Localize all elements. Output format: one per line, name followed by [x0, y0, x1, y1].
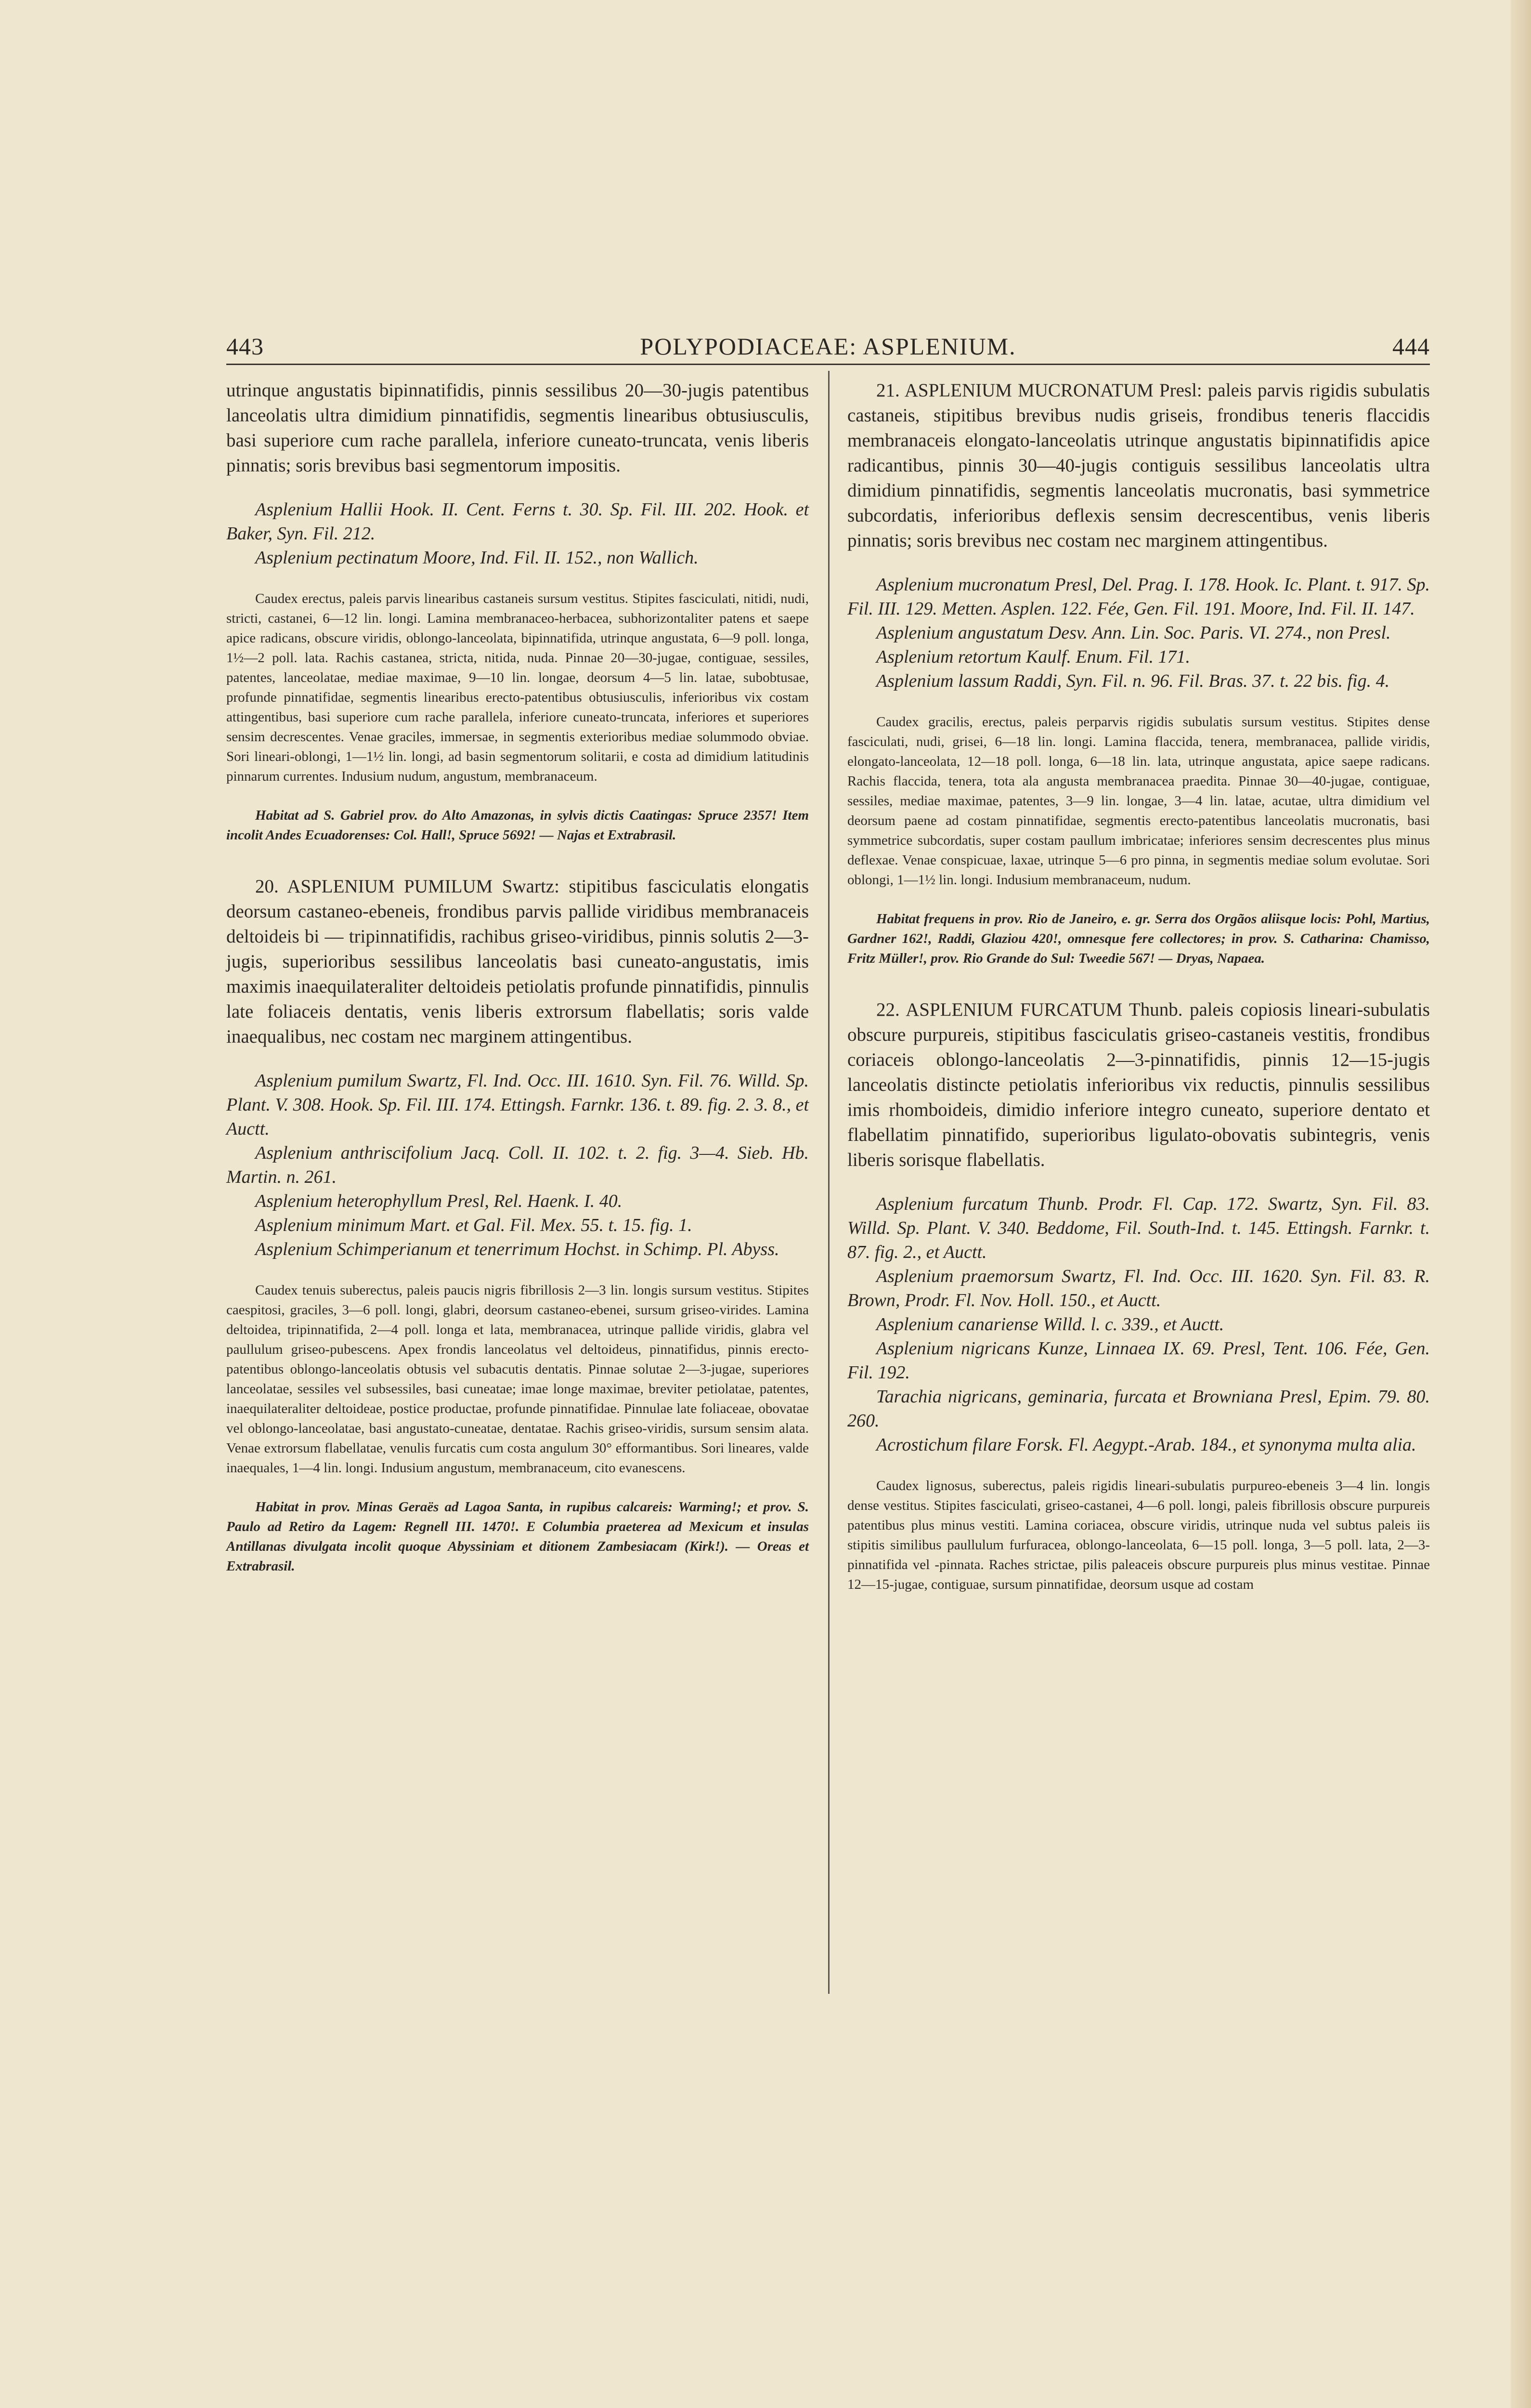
page-number-right: 444 [1392, 333, 1430, 360]
synonym-line: Asplenium mucronatum Presl, Del. Prag. I. 178. Hook. Ic. Plant. t. 917. Sp. Fil. III. 129. Metten. Asplen. 122. Fée, Gen. Fil. 191. Moore, Ind. Fil. II. 147. [847, 575, 1430, 619]
synonym-line: Asplenium minimum Mart. et Gal. Fil. Mex. 55. t. 15. fig. 1. [255, 1215, 692, 1235]
habitat-hallii: Habitat ad S. Gabriel prov. do Alto Amazonas, in sylvis dictis Caatingas: Spruce 2357! Item incolit Andes Ecuadorenses: Col. Hall!, Spruce 5692! — Najas et Extrabrasil. [226, 808, 809, 843]
synonym-line: Asplenium heterophyllum Presl, Rel. Haenk. I. 40. [255, 1191, 623, 1211]
description-mucronatum: Caudex gracilis, erectus, paleis perparvis rigidis subulatis sursum vestitus. Stipites dense fasciculati, nudi, grisei, 6—18 lin. longi. Lamina flaccida, tenera, membranacea, pallide viridis, elongato-lanceolata, 12—18 poll. longa, 6—18 lin. lata, utrinque angustata, apice saepe radicans. Rachis flaccida, tenera, tota ala angusta membranacea praedita. Pinnae 30—40-jugae, contiguae, sessiles, mediae maximae, patentes, 3—9 lin. longae, 3—4 lin. latae, acutae, ultra dimidium vel deorsum paene ad costam pinnatifidae, segmentis erecto-patentibus lanceolatis mucronatis, basi symmetrice subcordatis, super costam paullum imbricatae; inferiores sensim decrescentes plus minus deflexae. Venae conspicuae, laxae, utrinque 5—6 pro pinna, in segmentis mediae solum evolutae. Sori oblongi, 1—1½ lin. longi. Indusium membranaceum, nudum. [847, 714, 1430, 888]
habitat-pumilum: Habitat in prov. Minas Geraës ad Lagoa Santa, in rupibus calcareis: Warming!; et prov. S. Paulo ad Retiro da Lagem: Regnell III. 1470!. E Columbia praeterea ad Mexicum et insulas Antillanas divulgata incolit quoque Abyssiniam et ditionem Zambesiacam (Kirk!). — Oreas et Extrabrasil. [226, 1499, 809, 1574]
species-21-diagnosis: 21. ASPLENIUM MUCRONATUM Presl: paleis parvis rigidis subulatis castaneis, stipitibus brevibus nudis griseis, frondibus teneris flaccidis membranaceis elongato-lanceolatis utrinque angustatis bipinnatifidis apice radicantibus, pinnis 30—40-jugis contiguis sessilibus lanceolatis ultra dimidium pinnatifidis, segmentis lanceolatis mucronatis, basi symmetrice subcordatis, inferioribus deflexis sensim decrescentibus, venis liberis pinnatis; soris brevibus nec costam nec marginem attingentibus. [847, 380, 1430, 551]
diagnosis-continued: utrinque angustatis bipinnatifidis, pinnis sessilibus 20—30-jugis patentibus lanceolatis ultra dimidium pinnatifidis, segmentis linearibus obtusiusculis, basi superiore cum rache parallela, inferiore cuneato-truncata, venis liberis pinnatis; soris brevibus basi segmentorum impositis. [226, 380, 809, 476]
synonym-line: Asplenium anthriscifolium Jacq. Coll. II. 102. t. 2. fig. 3—4. Sieb. Hb. Martin. n. 261. [226, 1143, 809, 1187]
synonym-line: Asplenium praemorsum Swartz, Fl. Ind. Occ. III. 1620. Syn. Fil. 83. R. Brown, Prodr. Fl. Nov. Holl. 150., et Auctt. [847, 1266, 1430, 1310]
synonym-line: Asplenium Hallii Hook. II. Cent. Ferns t. 30. Sp. Fil. III. 202. Hook. et Baker, Syn. Fil. 212. [226, 499, 809, 544]
page-number-left: 443 [226, 333, 264, 360]
description-furcatum: Caudex lignosus, suberectus, paleis rigidis lineari-subulatis purpureo-ebeneis 3—4 lin. longis dense vestitus. Stipites fasciculati, griseo-castanei, 4—6 poll. longi, paleis fibrillosis obscure purpureis patentibus plus minus vestiti. Lamina coriacea, obscure viridis, utrinque nuda vel subtus paleis iis stipitis similibus paullulum furfuracea, oblongo-lanceolata, 6—15 poll. longa, 3—5 poll. lata, 2—3-pinnatifida vel -pinnata. Raches strictae, pilis paleaceis obscure purpureis plus minus vestitae. Pinnae 12—15-jugae, contiguae, sursum pinnatifidae, deorsum usque ad costam [847, 1478, 1430, 1592]
species-22-diagnosis: 22. ASPLENIUM FURCATUM Thunb. paleis copiosis lineari-subulatis obscure purpureis, stipitibus fasciculatis griseo-castaneis vestitis, frondibus coriaceis oblongo-lanceolatis 2—3-pinnatifidis, pinnis 12—15-jugis lanceolatis distincte petiolatis inferioribus vix reductis, pinnulis sessilibus imis rhomboideis, dimidio inferiore integro cuneato, superiore dentato et flabellatim pinnatifido, superioribus ligulato-obovatis subintegris, venis liberis sorisque flabellatis. [847, 999, 1430, 1170]
synonym-line: Asplenium Schimperianum et tenerrimum Hochst. in Schimp. Pl. Abyss. [255, 1239, 779, 1259]
synonym-line: Asplenium canariense Willd. l. c. 339., et Auctt. [876, 1314, 1224, 1335]
left-column [226, 378, 809, 1576]
synonymy-hallii [226, 497, 809, 570]
synonymy-pumilum [226, 1069, 809, 1261]
synonym-line: Asplenium lassum Raddi, Syn. Fil. n. 96. Fil. Bras. 37. t. 22 bis. fig. 4. [876, 671, 1390, 691]
column-divider [828, 371, 830, 1994]
synonymy-furcatum [847, 1192, 1430, 1457]
habitat-mucronatum: Habitat frequens in prov. Rio de Janeiro, e. gr. Serra dos Orgãos aliisque locis: Pohl, Martius, Gardner 162!, Raddi, Glaziou 420!, omnesque fere collectores; in prov. S. Catharina: Chamisso, Fritz Müller!, prov. Rio Grande do Sul: Tweedie 567! — Dryas, Napaea. [847, 911, 1430, 966]
page-header [226, 332, 1430, 366]
synonym-line: Asplenium furcatum Thunb. Prodr. Fl. Cap. 172. Swartz, Syn. Fil. 83. Willd. Sp. Plant. V. 340. Beddome, Fil. South-Ind. t. 145. Ettingsh. Farnkr. t. 87. fig. 2., et Auctt. [847, 1194, 1430, 1262]
synonym-line: Asplenium angustatum Desv. Ann. Lin. Soc. Paris. VI. 274., non Presl. [876, 623, 1391, 643]
synonymy-mucronatum [847, 573, 1430, 693]
species-20-diagnosis: 20. ASPLENIUM PUMILUM Swartz: stipitibus fasciculatis elongatis deorsum castaneo-ebeneis, frondibus parvis pallide viridibus membranaceis deltoideis bi — tripinnatifidis, rachibus griseo-viridibus, pinnis solutis 2—3-jugis, superioribus sessilibus lanceolatis basi cuneato-angustatis, imis maximis inaequilateraliter deltoideis petiolatis profunde pinnatifidis, pinnulis late foliaceis dentatis, venis liberis extrorsum flabellatis; soris valde inaequalibus, nec costam nec marginem attingentibus. [226, 876, 809, 1047]
synonym-line: Tarachia nigricans, geminaria, furcata et Browniana Presl, Epim. 79. 80. 260. [847, 1387, 1430, 1431]
synonym-line: Asplenium nigricans Kunze, Linnaea IX. 69. Presl, Tent. 106. Fée, Gen. Fil. 192. [847, 1338, 1430, 1383]
header-rule [226, 364, 1430, 365]
synonym-line: Asplenium pectinatum Moore, Ind. Fil. II. 152., non Wallich. [255, 548, 699, 568]
description-hallii: Caudex erectus, paleis parvis linearibus castaneis sursum vestitus. Stipites fasciculati, nitidi, nudi, stricti, castanei, 6—12 lin. longi. Lamina membranaceo-herbacea, subhorizontaliter patens et saepe apice radicans, obscure viridis, oblongo-lanceolata, bipinnatifida, utrinque angustata, 6—9 poll. longa, 1½—2 poll. lata. Rachis castanea, stricta, nitida, nuda. Pinnae 20—30-jugae, contiguae, sessiles, patentes, lanceolatae, mediae maximae, 9—10 lin. longae, deorsum 4—5 lin. latae, subobtusae, profunde pinnatifidae, segmentis linearibus erecto-patentibus obtusiusculis, inferioribus vix costam attingentibus, basi superiore cum rache parallela, inferiore cuneato-truncata, inferiores et superiores sensim decrescentes. Venae graciles, immersae, in segmentis exterioribus mediae solummodo obviae. Sori lineari-oblongi, 1—1½ lin. longi, ad basin segmentorum solitarii, e costa ad dimidium latitudinis pinnarum currentes. Indusium nudum, angustum, membranaceum. [226, 591, 809, 784]
right-column [847, 378, 1430, 1595]
synonym-line: Asplenium retortum Kaulf. Enum. Fil. 171. [876, 647, 1190, 667]
page-edge [1511, 0, 1531, 2408]
synonym-line: Acrostichum filare Forsk. Fl. Aegypt.-Arab. 184., et synonyma multa alia. [876, 1435, 1416, 1455]
running-title: POLYPODIACEAE: ASPLENIUM. [640, 333, 1016, 360]
synonym-line: Asplenium pumilum Swartz, Fl. Ind. Occ. III. 1610. Syn. Fil. 76. Willd. Sp. Plant. V. 308. Hook. Sp. Fil. III. 174. Ettingsh. Farnkr. 136. t. 89. fig. 2. 3. 8., et Auctt. [226, 1071, 809, 1139]
description-pumilum: Caudex tenuis suberectus, paleis paucis nigris fibrillosis 2—3 lin. longis sursum vestitus. Stipites caespitosi, graciles, 3—6 poll. longi, glabri, deorsum castaneo-ebenei, sursum griseo-virides. Lamina deltoidea, tripinnatifida, 2—4 poll. longa et lata, membranacea, utrinque pallide viridis, glabra vel paullulum griseo-pubescens. Apex frondis lanceolatus vel deltoideus, pinnatifidus, pinnis erecto-patentibus oblongo-lanceolatis obtusis vel subacutis dentatis. Pinnae solutae 2—3-jugae, superiores lanceolatae, sessiles vel subsessiles, basi cuneatae; imae longe maximae, breviter petiolatae, patentes, inaequilateraliter deltoideae, postice productae, profunde pinnatifidae. Pinnulae late foliaceae, obovatae vel oblongo-lanceolatae, basi angustato-cuneatae, dentatae. Rachis griseo-viridis, sursum sensim alata. Venae extrorsum flabellatae, venulis furcatis cum costa angulum 30° efformantibus. Sori lineares, valde inaequales, 1—4 lin. longi. Indusium angustum, membranaceum, cito evanescens. [226, 1283, 809, 1476]
